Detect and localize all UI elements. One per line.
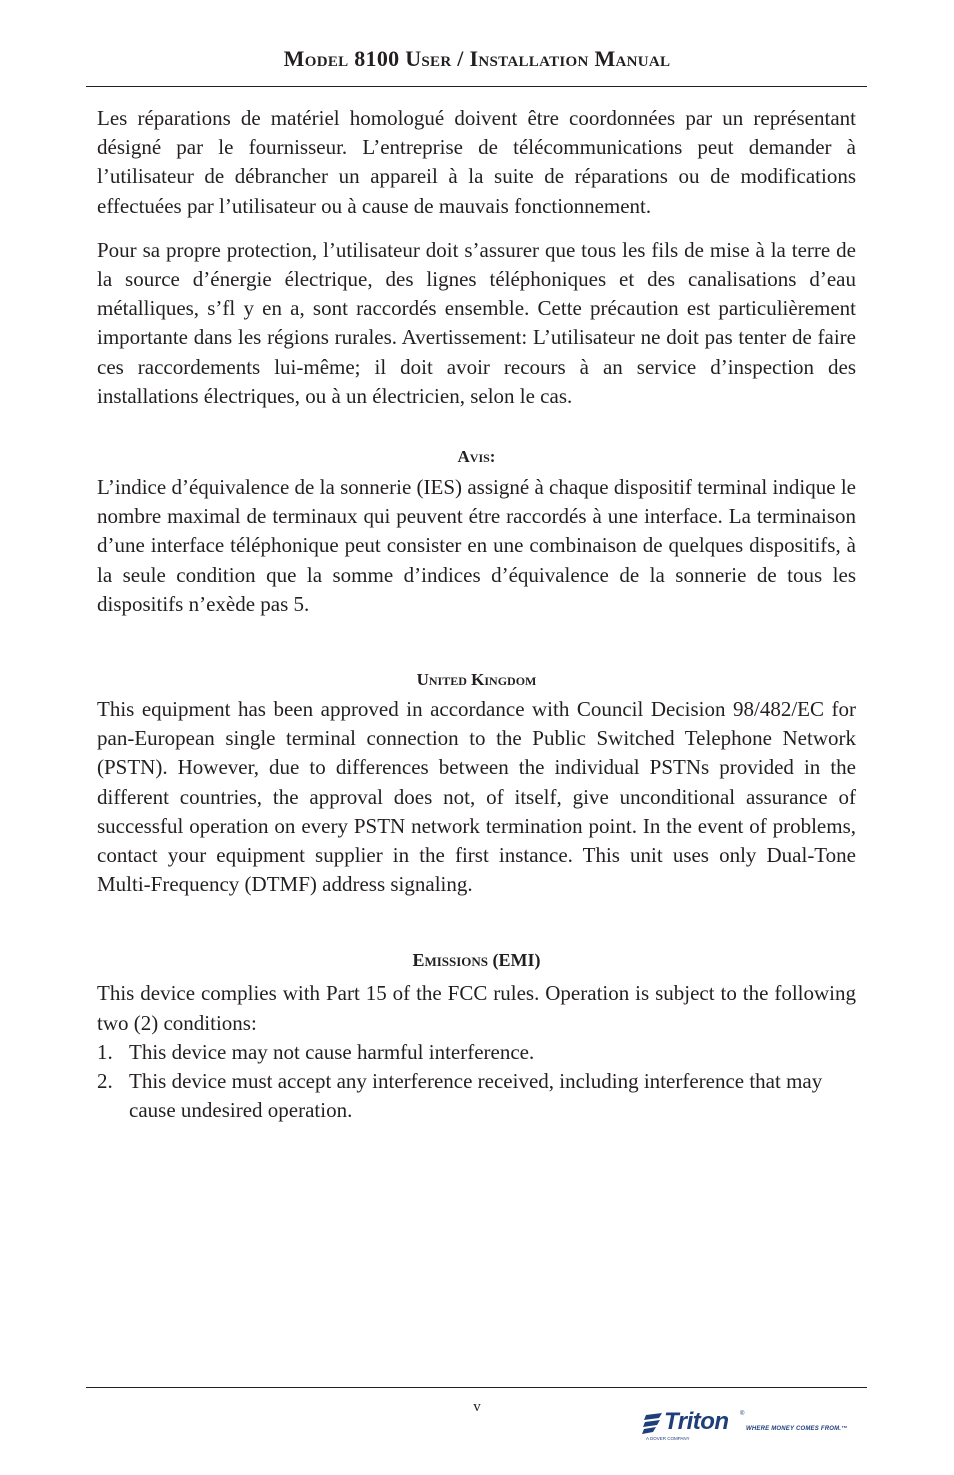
list-item-number: 2. [97,1069,113,1094]
logo-tagline: WHERE MONEY COMES FROM.™ [746,1426,848,1432]
united-kingdom-paragraph: This equipment has been approved in accordance with Council Decision 98/482/EC for pan-European single terminal connection to the Public Switched Telephone Network (PSTN). However, due to differences between the individual PSTNs provided in the different countries, the approval does not, of itself, give unconditional assurance of successful operation on every PSTN network termination point. In the event of problems, contact your equipment supplier in the first instance. This unit uses only Dual-Tone Multi-Frequency (DTMF) address signaling. [97,697,856,897]
avis-paragraph: L’indice d’équivalence de la sonnerie (IES) assigné à chaque dispositif terminal indique le nombre maximal de terminaux qui peuvent étre raccordés à une interface. La terminaison d’une interface téléphonique peut consister en une combinaison de quelques dispositifs, à la seule condition que la somme d’indices d’équivalence de la sonnerie de tous les dispositifs n’exède pas 5. [97,475,856,616]
list-item [97,1038,856,1067]
page-content [97,104,856,1125]
footer-divider [86,1387,867,1388]
section-heading-emissions: Emissions (EMI) [412,950,541,971]
body-paragraph-repairs: Les réparations de matériel homologué doivent être coordonnées par un représentant désigné par le fournisseur. L’entreprise de télécommunications peut demander à l’utilisateur de débrancher un appareil à la suite de réparations ou de modifications effectuées par l’utilisateur ou à cause de mauvais fonctionnement. [97,106,856,218]
page-number: v [473,1399,481,1415]
section-heading-united-kingdom: United Kingdom [416,670,537,690]
body-paragraph-grounding: Pour sa propre protection, l’utilisateur doit s’assurer que tous les fils de mise à la terre de la source d’énergie électrique, des lignes téléphoniques et des canalisations d’eau métalliques, s’fl y en a, sont raccordés ensemble. Cette précaution est particulièrement importante dans les régions rurales. Avertissement: L’utilisateur ne doit pas tenter de faire ces raccordements lui-même; il doit avoir recours à an service d’inspection des installations électriques, ou à un électricien, selon le cas. [97,237,856,408]
logo-subtitle: A DOVER COMPANY [646,1436,690,1441]
section-heading-avis: Avis: [457,447,496,467]
logo-registered-mark: ® [740,1411,745,1417]
conditions-list [97,1038,856,1126]
page-header-title: Model 8100 User / Installation Manual [283,46,671,71]
triton-logo [640,1408,850,1448]
list-item [97,1067,856,1125]
emissions-intro: This device complies with Part 15 of the FCC rules. Operation is subject to the following two (2) conditions: [97,981,856,1035]
header-divider [86,86,867,87]
logo-wordmark: Triton [664,1408,729,1435]
list-item-text: This device may not cause harmful interference. [129,1039,535,1064]
list-item-number: 1. [97,1039,113,1064]
triton-swoosh-icon [642,1411,664,1435]
list-item-text: This device must accept any interference received, including interference that may cause undesired operation. [129,1069,823,1123]
